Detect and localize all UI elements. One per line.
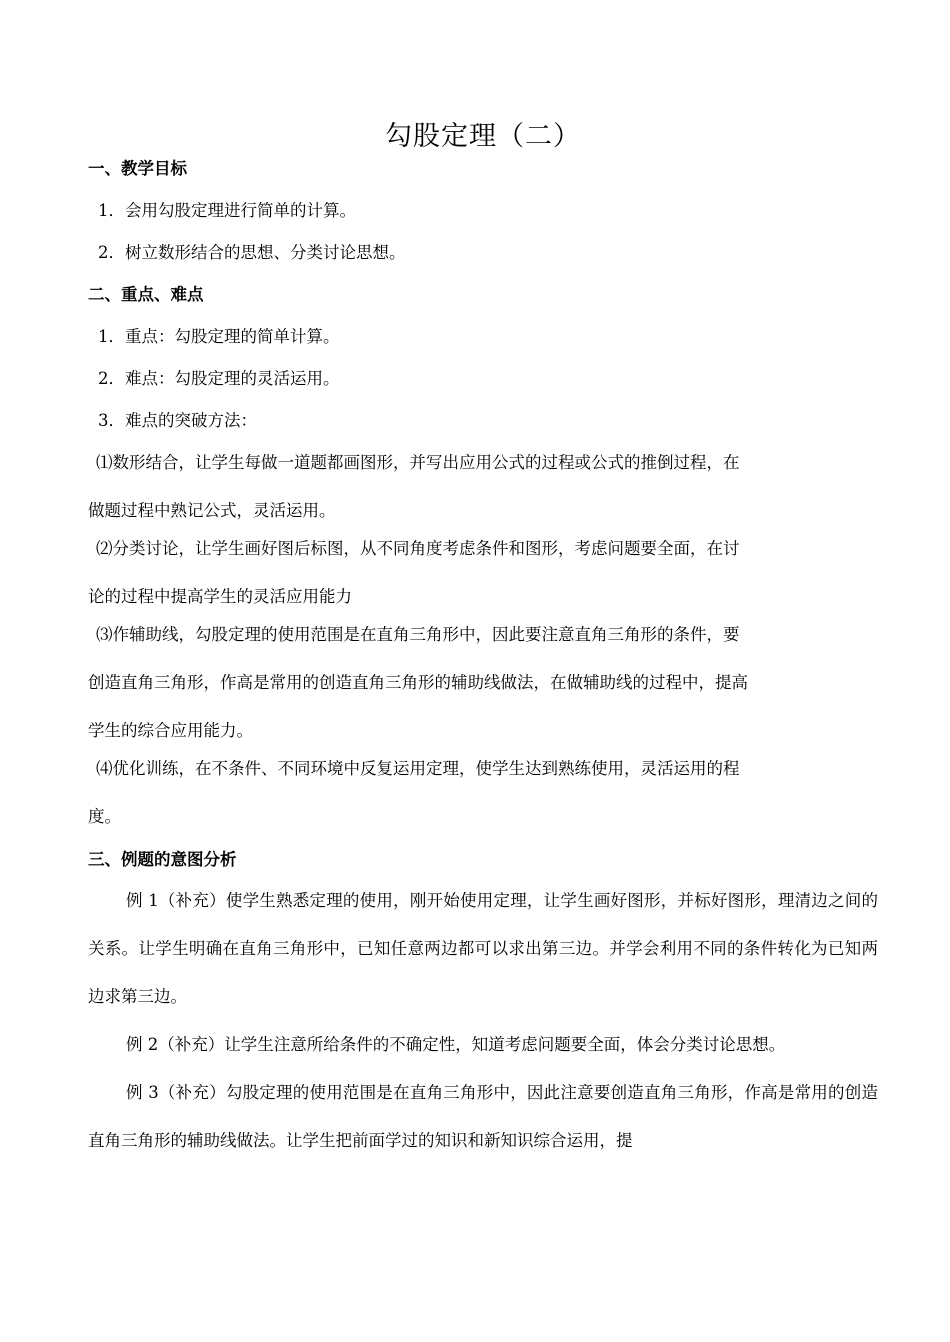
example-paragraph-3: 例 3（补充）勾股定理的使用范围是在直角三角形中，因此注意要创造直角三角形，作高是常用的创造直角三角形的辅助线做法。让学生把前面学过的知识和新知识综合运用，提 [88, 1083, 878, 1150]
section-heading-key-points: 二、重点、难点 [88, 285, 204, 304]
method-paragraph-4 [88, 745, 878, 841]
key-point-item-2: 2．难点：勾股定理的灵活运用。 [98, 369, 340, 388]
method-2-line-1: ⑵分类讨论，让学生画好图后标图，从不同角度考虑条件和图形，考虑问题要全面，在讨 [96, 539, 740, 558]
section-heading-example-analysis: 三、例题的意图分析 [88, 850, 237, 869]
section-heading-teaching-goals: 一、教学目标 [88, 159, 187, 178]
document-page [88, 118, 878, 1165]
method-3-line-2: 创造直角三角形，作高是常用的创造直角三角形的辅助线做法，在做辅助线的过程中，提高 [88, 673, 748, 692]
method-3-line-1: ⑶作辅助线，勾股定理的使用范围是在直角三角形中，因此要注意直角三角形的条件，要 [96, 625, 740, 644]
method-paragraph-2 [88, 525, 878, 621]
method-paragraph-1 [88, 439, 878, 535]
method-paragraph-3 [88, 611, 878, 755]
method-2-line-2: 论的过程中提高学生的灵活应用能力 [88, 587, 352, 606]
methods-list [88, 439, 878, 841]
goal-item-2: 2．树立数形结合的思想、分类讨论思想。 [98, 243, 406, 262]
key-point-item-3: 3．难点的突破方法： [98, 411, 257, 430]
goal-item-1: 1．会用勾股定理进行简单的计算。 [98, 201, 356, 220]
example-paragraph-1: 例 1（补充）使学生熟悉定理的使用，刚开始使用定理，让学生画好图形，并标好图形，理清边之间的关系。让学生明确在直角三角形中，已知任意两边都可以求出第三边。并学会利用不同的条件转化为已知两边求第三边。 [88, 891, 878, 1006]
method-3-line-3: 学生的综合应用能力。 [88, 721, 253, 740]
page-title: 勾股定理（二） [385, 121, 581, 152]
method-1-line-1: ⑴数形结合，让学生每做一道题都画图形，并写出应用公式的过程或公式的推倒过程，在 [96, 453, 740, 472]
method-1-line-2: 做题过程中熟记公式，灵活运用。 [88, 501, 336, 520]
key-point-item-1: 1．重点：勾股定理的简单计算。 [98, 327, 340, 346]
method-4-line-2: 度。 [88, 807, 121, 826]
example-paragraph-2: 例 2（补充）让学生注意所给条件的不确定性，知道考虑问题要全面，体会分类讨论思想。 [126, 1035, 786, 1054]
method-4-line-1: ⑷优化训练，在不条件、不同环境中反复运用定理，使学生达到熟练使用，灵活运用的程 [96, 759, 740, 778]
examples-list [88, 877, 878, 1165]
